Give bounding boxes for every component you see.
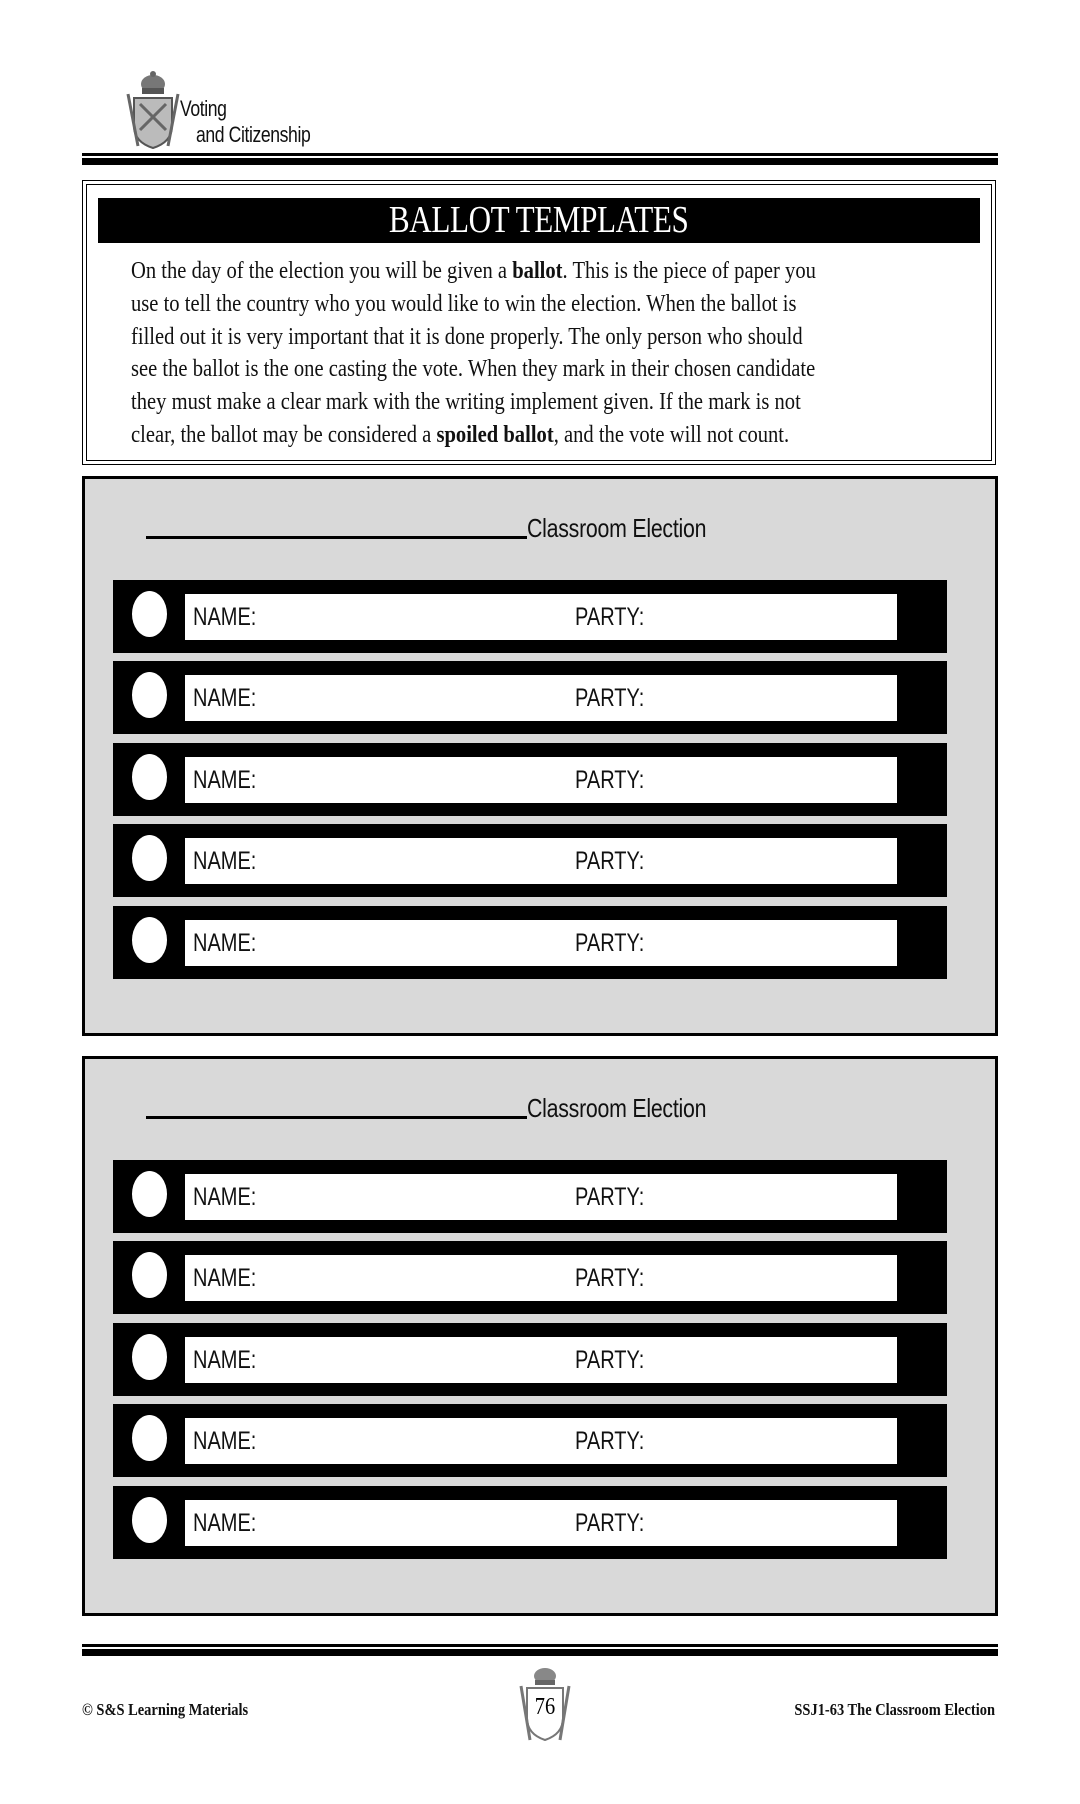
ballot-row xyxy=(113,1241,947,1314)
party-label: PARTY: xyxy=(575,1427,645,1455)
candidate-field[interactable] xyxy=(185,1337,897,1383)
header-title-line1: Voting xyxy=(180,96,227,121)
party-label: PARTY: xyxy=(575,766,645,794)
page-number-badge xyxy=(516,1664,574,1746)
candidate-field[interactable] xyxy=(185,1174,897,1220)
footer-rule-thick xyxy=(82,1649,998,1656)
election-name-blank[interactable] xyxy=(146,1116,527,1119)
vote-bubble[interactable] xyxy=(132,1334,167,1380)
intro-line: On the day of the election you will be given a ballot. This is the piece of paper you xyxy=(131,257,816,284)
book-title-text: SSJ1-63 The Classroom Election xyxy=(794,1700,995,1719)
ballot-row xyxy=(113,661,947,734)
ballot-row xyxy=(113,1323,947,1396)
intro-line: clear, the ballot may be considered a spoiled ballot, and the vote will not count. xyxy=(131,420,790,448)
vote-bubble[interactable] xyxy=(132,591,167,637)
vote-bubble[interactable] xyxy=(132,835,167,881)
ballot-row xyxy=(113,824,947,897)
copyright-text: © S&S Learning Materials xyxy=(82,1700,249,1719)
name-label: NAME: xyxy=(193,1427,257,1455)
page-number: 76 xyxy=(534,1694,556,1720)
name-label: NAME: xyxy=(193,766,257,794)
candidate-field[interactable] xyxy=(185,1418,897,1464)
title-bar xyxy=(98,198,980,243)
party-label: PARTY: xyxy=(575,929,645,957)
header-rule-thin xyxy=(82,153,998,156)
party-label: PARTY: xyxy=(575,1346,645,1374)
party-label: PARTY: xyxy=(575,1183,645,1211)
candidate-field[interactable] xyxy=(185,838,897,884)
party-label: PARTY: xyxy=(575,684,645,712)
vote-bubble[interactable] xyxy=(132,1497,167,1543)
candidate-field[interactable] xyxy=(185,1255,897,1301)
ballot-row xyxy=(113,743,947,816)
party-label: PARTY: xyxy=(575,603,645,631)
intro-box xyxy=(82,180,996,465)
vote-bubble[interactable] xyxy=(132,754,167,800)
intro-paragraph xyxy=(131,255,879,452)
ballot-row xyxy=(113,1160,947,1233)
vote-bubble[interactable] xyxy=(132,917,167,963)
name-label: NAME: xyxy=(193,603,257,631)
intro-line: see the ballot is the one casting the vote. When they mark in their chosen candidate xyxy=(131,355,816,383)
candidate-field[interactable] xyxy=(185,675,897,721)
ballot-row xyxy=(113,580,947,653)
intro-line: use to tell the country who you would like to win the election. When the ballot is xyxy=(131,289,797,317)
name-label: NAME: xyxy=(193,1264,257,1292)
vote-bubble[interactable] xyxy=(132,1252,167,1298)
ballot-template-1 xyxy=(82,476,998,1036)
crest-icon xyxy=(124,70,182,152)
intro-line: they must make a clear mark with the writing implement given. If the mark is not xyxy=(131,388,801,416)
ballot-row xyxy=(113,1404,947,1477)
ballot-title: Classroom Election xyxy=(527,513,707,543)
party-label: PARTY: xyxy=(575,1264,645,1292)
name-label: NAME: xyxy=(193,1346,257,1374)
ballot-title: Classroom Election xyxy=(527,1093,707,1123)
vote-bubble[interactable] xyxy=(132,1415,167,1461)
name-label: NAME: xyxy=(193,1509,257,1537)
vote-bubble[interactable] xyxy=(132,1171,167,1217)
party-label: PARTY: xyxy=(575,1509,645,1537)
name-label: NAME: xyxy=(193,684,257,712)
candidate-field[interactable] xyxy=(185,594,897,640)
footer-rule-thin xyxy=(82,1644,998,1647)
vote-bubble[interactable] xyxy=(132,672,167,718)
intro-line: filled out it is very important that it is done properly. The only person who should xyxy=(131,322,803,350)
name-label: NAME: xyxy=(193,929,257,957)
header-rule-thick xyxy=(82,158,998,165)
candidate-field[interactable] xyxy=(185,920,897,966)
name-label: NAME: xyxy=(193,847,257,875)
candidate-field[interactable] xyxy=(185,757,897,803)
ballot-template-2 xyxy=(82,1056,998,1616)
page-title: BALLOT TEMPLATES xyxy=(389,199,689,241)
party-label: PARTY: xyxy=(575,847,645,875)
header-title-line2: and Citizenship xyxy=(196,122,311,147)
name-label: NAME: xyxy=(193,1183,257,1211)
ballot-row xyxy=(113,1486,947,1559)
election-name-blank[interactable] xyxy=(146,536,527,539)
candidate-field[interactable] xyxy=(185,1500,897,1546)
ballot-row xyxy=(113,906,947,979)
